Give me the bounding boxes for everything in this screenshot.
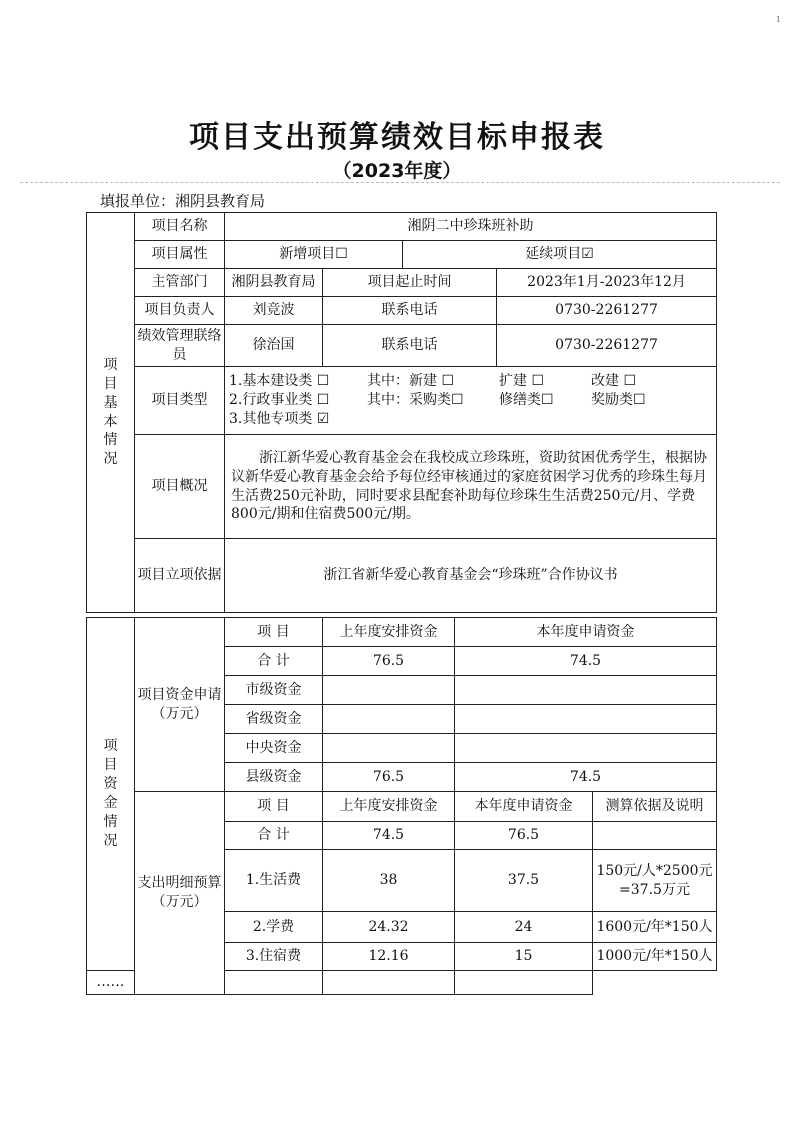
fund-row-item: 中央资金	[225, 734, 323, 763]
leader-value: 刘竞波	[225, 297, 323, 325]
fund-row-item: 县级资金	[225, 763, 323, 792]
fund-col-item: 项 目	[225, 618, 323, 647]
contact-phone-label: 联系电话	[323, 325, 497, 367]
year-label: （2023年度）	[332, 160, 462, 182]
section-fund-label: 项 目 资 金 情 况	[87, 618, 135, 971]
expense-row-curr: 76.5	[455, 822, 593, 850]
scan-margin-mark: ı	[776, 12, 780, 25]
expense-row-curr: 24	[455, 912, 593, 943]
type-basic-construction[interactable]: 1.基本建设类 ☐	[229, 373, 330, 390]
leader-phone-value: 0730-2261277	[497, 297, 717, 325]
expense-row-prev	[225, 971, 323, 995]
type-expand[interactable]: 扩建 ☐	[499, 373, 545, 390]
fund-row-item: 合 计	[225, 647, 323, 676]
fund-row-curr	[455, 676, 717, 705]
dept-label: 主管部门	[135, 269, 225, 297]
fund-row-prev	[323, 734, 455, 763]
period-value: 2023年1月-2023年12月	[497, 269, 717, 297]
expense-row-item: ……	[87, 971, 135, 995]
type-new-build[interactable]: 其中：新建 ☐	[367, 373, 455, 390]
budget-form-table	[86, 212, 717, 613]
scan-divider	[20, 182, 780, 183]
expense-col-curr: 本年度申请资金	[455, 792, 593, 822]
leader-label: 项目负责人	[135, 297, 225, 325]
fund-row-item: 市级资金	[225, 676, 323, 705]
expense-row-prev: 12.16	[323, 943, 455, 971]
expense-row-prev: 38	[323, 850, 455, 912]
expense-row-curr: 15	[455, 943, 593, 971]
expense-col-note: 测算依据及说明	[593, 792, 717, 822]
contact-label: 绩效管理联络员	[135, 325, 225, 367]
fund-row-curr	[455, 734, 717, 763]
expense-row-note: 1000元/年*150人	[593, 943, 717, 971]
attr-continue-checkbox[interactable]: 延续项目☑	[403, 241, 717, 269]
reporting-unit: 填报单位：湘阴县教育局	[100, 192, 266, 210]
expense-row-curr	[323, 971, 455, 995]
expense-row-curr: 37.5	[455, 850, 593, 912]
leader-phone-label: 联系电话	[323, 297, 497, 325]
project-name-value: 湘阴二中珍珠班补助	[225, 213, 717, 241]
type-label: 项目类型	[135, 367, 225, 435]
type-purchase[interactable]: 其中：采购类☐	[367, 392, 464, 409]
fund-col-prev: 上年度安排资金	[323, 618, 455, 647]
fund-row-prev	[323, 676, 455, 705]
fund-row-curr: 74.5	[455, 647, 717, 676]
type-admin[interactable]: 2.行政事业类 ☐	[229, 392, 330, 409]
contact-phone-value: 0730-2261277	[497, 325, 717, 367]
expense-row-note	[593, 822, 717, 850]
expense-row-note: 150元/人*2500元=37.5万元	[593, 850, 717, 912]
type-rebuild[interactable]: 改建 ☐	[591, 373, 637, 390]
project-name-label: 项目名称	[135, 213, 225, 241]
fund-row-prev: 76.5	[323, 647, 455, 676]
fund-col-curr: 本年度申请资金	[455, 618, 717, 647]
type-row-1	[229, 372, 714, 391]
expense-col-prev: 上年度安排资金	[323, 792, 455, 822]
fund-row-item: 省级资金	[225, 705, 323, 734]
expense-row-note	[455, 971, 593, 995]
project-attr-label: 项目属性	[135, 241, 225, 269]
expense-row-note: 1600元/年*150人	[593, 912, 717, 943]
type-other-special[interactable]: 3.其他专项类 ☑	[229, 410, 330, 427]
dept-value: 湘阴县教育局	[225, 269, 323, 297]
period-label: 项目起止时间	[323, 269, 497, 297]
fund-row-prev	[323, 705, 455, 734]
fund-table	[86, 617, 717, 995]
contact-value: 徐治国	[225, 325, 323, 367]
expense-row-item: 1.生活费	[225, 850, 323, 912]
fund-apply-label: 项目资金申请（万元）	[135, 618, 225, 792]
type-row-3	[229, 410, 714, 429]
fund-row-curr	[455, 705, 717, 734]
expense-label: 支出明细预算（万元）	[135, 792, 225, 995]
type-reward[interactable]: 奖励类☐	[591, 392, 646, 409]
expense-row-item: 3.住宿费	[225, 943, 323, 971]
expense-row-item: 合 计	[225, 822, 323, 850]
type-repair[interactable]: 修缮类☐	[499, 392, 554, 409]
overview-label: 项目概况	[135, 435, 225, 539]
section-basic-label: 项 目 基 本 情 况	[87, 213, 135, 613]
attr-new-checkbox[interactable]: 新增项目☐	[225, 241, 403, 269]
expense-row-item: 2.学费	[225, 912, 323, 943]
expense-col-item: 项 目	[225, 792, 323, 822]
fund-row-curr: 74.5	[455, 763, 717, 792]
basis-label: 项目立项依据	[135, 539, 225, 613]
overview-text: 浙江新华爱心教育基金会在我校成立珍珠班，资助贫困优秀学生，根据协议新华爱心教育基金会给予每位经审核通过的家庭贫困学习优秀的珍珠生每月生活费250元补助，同时要求县配套补助每位珍珠生生活费250元/月、学费800元/期和住宿费500元/期。	[225, 435, 717, 539]
fund-row-prev: 76.5	[323, 763, 455, 792]
basis-text: 浙江省新华爱心教育基金会“珍珠班”合作协议书	[225, 539, 717, 613]
expense-row-prev: 74.5	[323, 822, 455, 850]
expense-row-prev: 24.32	[323, 912, 455, 943]
page-title: 项目支出预算绩效目标申报表	[189, 120, 605, 155]
type-row-2	[229, 391, 714, 410]
type-options	[225, 367, 717, 435]
